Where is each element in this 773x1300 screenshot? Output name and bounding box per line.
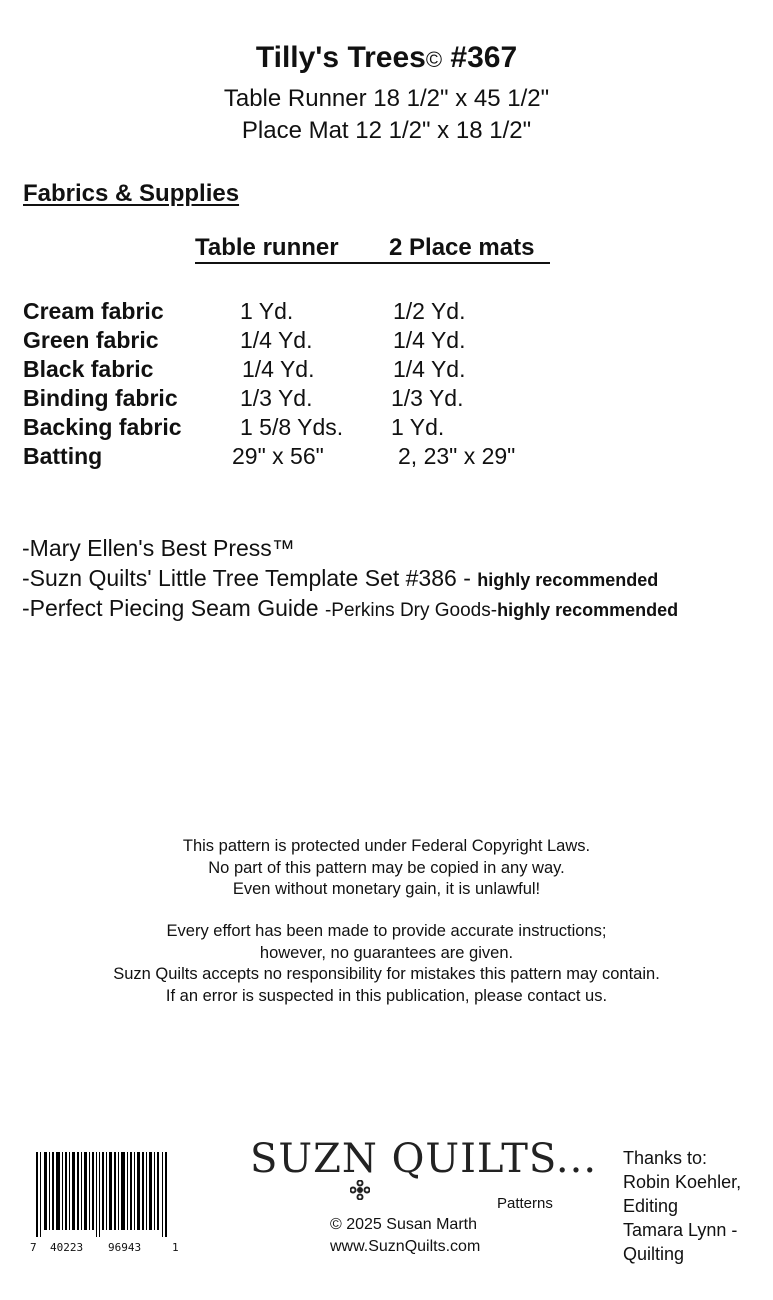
fabric-label: Black fabric bbox=[23, 356, 154, 382]
supply-text: -Mary Ellen's Best Press™ bbox=[22, 535, 295, 561]
thanks-line: Editing bbox=[623, 1196, 679, 1216]
table-row bbox=[0, 354, 773, 384]
brand-logo bbox=[250, 1136, 597, 1182]
thanks-block bbox=[623, 1146, 741, 1266]
column-mats: 2 Place mats bbox=[389, 234, 535, 261]
section-title: Fabrics & Supplies bbox=[23, 180, 240, 207]
logo-subtext: Patterns bbox=[497, 1195, 553, 1212]
flower-icon bbox=[350, 1180, 370, 1200]
barcode-digit: 1 bbox=[172, 1241, 179, 1254]
disclaimer bbox=[0, 921, 773, 1007]
table-row bbox=[0, 412, 773, 442]
barcode-digit: 7 bbox=[30, 1241, 37, 1254]
column-underline bbox=[195, 262, 550, 264]
runner-amount: 1 5/8 Yds. bbox=[240, 414, 344, 440]
table-row bbox=[0, 296, 773, 326]
notice-line: Even without monetary gain, it is unlawful! bbox=[232, 880, 541, 898]
placemat-size: Place Mat 12 1/2" x 18 1/2" bbox=[241, 117, 532, 144]
runner-amount: 29" x 56" bbox=[232, 443, 324, 469]
fabric-label: Batting bbox=[23, 443, 103, 469]
mats-amount: 1/3 Yd. bbox=[391, 385, 464, 411]
recommendation: highly recommended bbox=[477, 570, 659, 590]
barcode bbox=[36, 1152, 168, 1237]
runner-amount: 1/3 Yd. bbox=[240, 385, 313, 411]
fabric-label: Backing fabric bbox=[23, 414, 182, 440]
mats-amount: 1 Yd. bbox=[391, 414, 445, 440]
supply-item bbox=[22, 563, 658, 595]
runner-amount: 1/4 Yd. bbox=[242, 356, 315, 382]
notice-line: however, no guarantees are given. bbox=[259, 943, 514, 962]
column-runner: Table runner bbox=[195, 234, 339, 261]
thanks-line: Quilting bbox=[623, 1244, 685, 1264]
table-row bbox=[0, 441, 773, 471]
mats-amount: 2, 23" x 29" bbox=[398, 443, 516, 469]
mats-amount: 1/4 Yd. bbox=[393, 356, 466, 382]
table-row bbox=[0, 325, 773, 355]
notice-line: Every effort has been made to provide accurate instructions; bbox=[166, 922, 607, 940]
mats-amount: 1/2 Yd. bbox=[393, 298, 466, 324]
logo-text: SUZN QUILTS... bbox=[250, 1136, 598, 1182]
supply-text: -Perfect Piecing Seam Guide bbox=[22, 595, 325, 621]
barcode-digit: 96943 bbox=[108, 1241, 142, 1254]
table-row bbox=[0, 383, 773, 413]
copyright-symbol: © bbox=[425, 47, 443, 72]
notice-line: Suzn Quilts accepts no responsibility for mistakes this pattern may contain. bbox=[113, 965, 660, 983]
copyright-notice bbox=[0, 836, 773, 901]
supply-item bbox=[22, 533, 295, 563]
notice-line: No part of this pattern may be copied in any way. bbox=[208, 858, 565, 877]
notice-line: If an error is suspected in this publication, please contact us. bbox=[165, 986, 608, 1005]
supply-text: -Suzn Quilts' Little Tree Template Set #386 - bbox=[22, 565, 478, 591]
fabric-label: Binding fabric bbox=[23, 385, 178, 411]
title-text: Tilly's Trees bbox=[255, 41, 426, 74]
thanks-line: Tamara Lynn - bbox=[623, 1220, 738, 1240]
runner-size: Table Runner 18 1/2" x 45 1/2" bbox=[223, 85, 550, 112]
supply-item bbox=[22, 593, 678, 626]
copyright-line: © 2025 Susan Marth bbox=[330, 1216, 477, 1233]
website: www.SuznQuilts.com bbox=[330, 1238, 481, 1255]
notice-line: This pattern is protected under Federal Copyright Laws. bbox=[182, 837, 591, 855]
runner-amount: 1 Yd. bbox=[240, 298, 294, 324]
runner-amount: 1/4 Yd. bbox=[240, 327, 313, 353]
mats-amount: 1/4 Yd. bbox=[393, 327, 466, 353]
thanks-line: Robin Koehler, bbox=[623, 1172, 742, 1192]
pattern-number: #367 bbox=[450, 41, 518, 74]
barcode-digit: 40223 bbox=[50, 1241, 84, 1254]
fabric-label: Green fabric bbox=[23, 327, 159, 353]
pattern-title bbox=[0, 38, 773, 80]
supplier-name: -Perkins Dry Goods- bbox=[324, 600, 498, 621]
thanks-line: Thanks to: bbox=[623, 1148, 708, 1168]
fabric-label: Cream fabric bbox=[23, 298, 164, 324]
recommendation: highly recommended bbox=[497, 600, 679, 620]
